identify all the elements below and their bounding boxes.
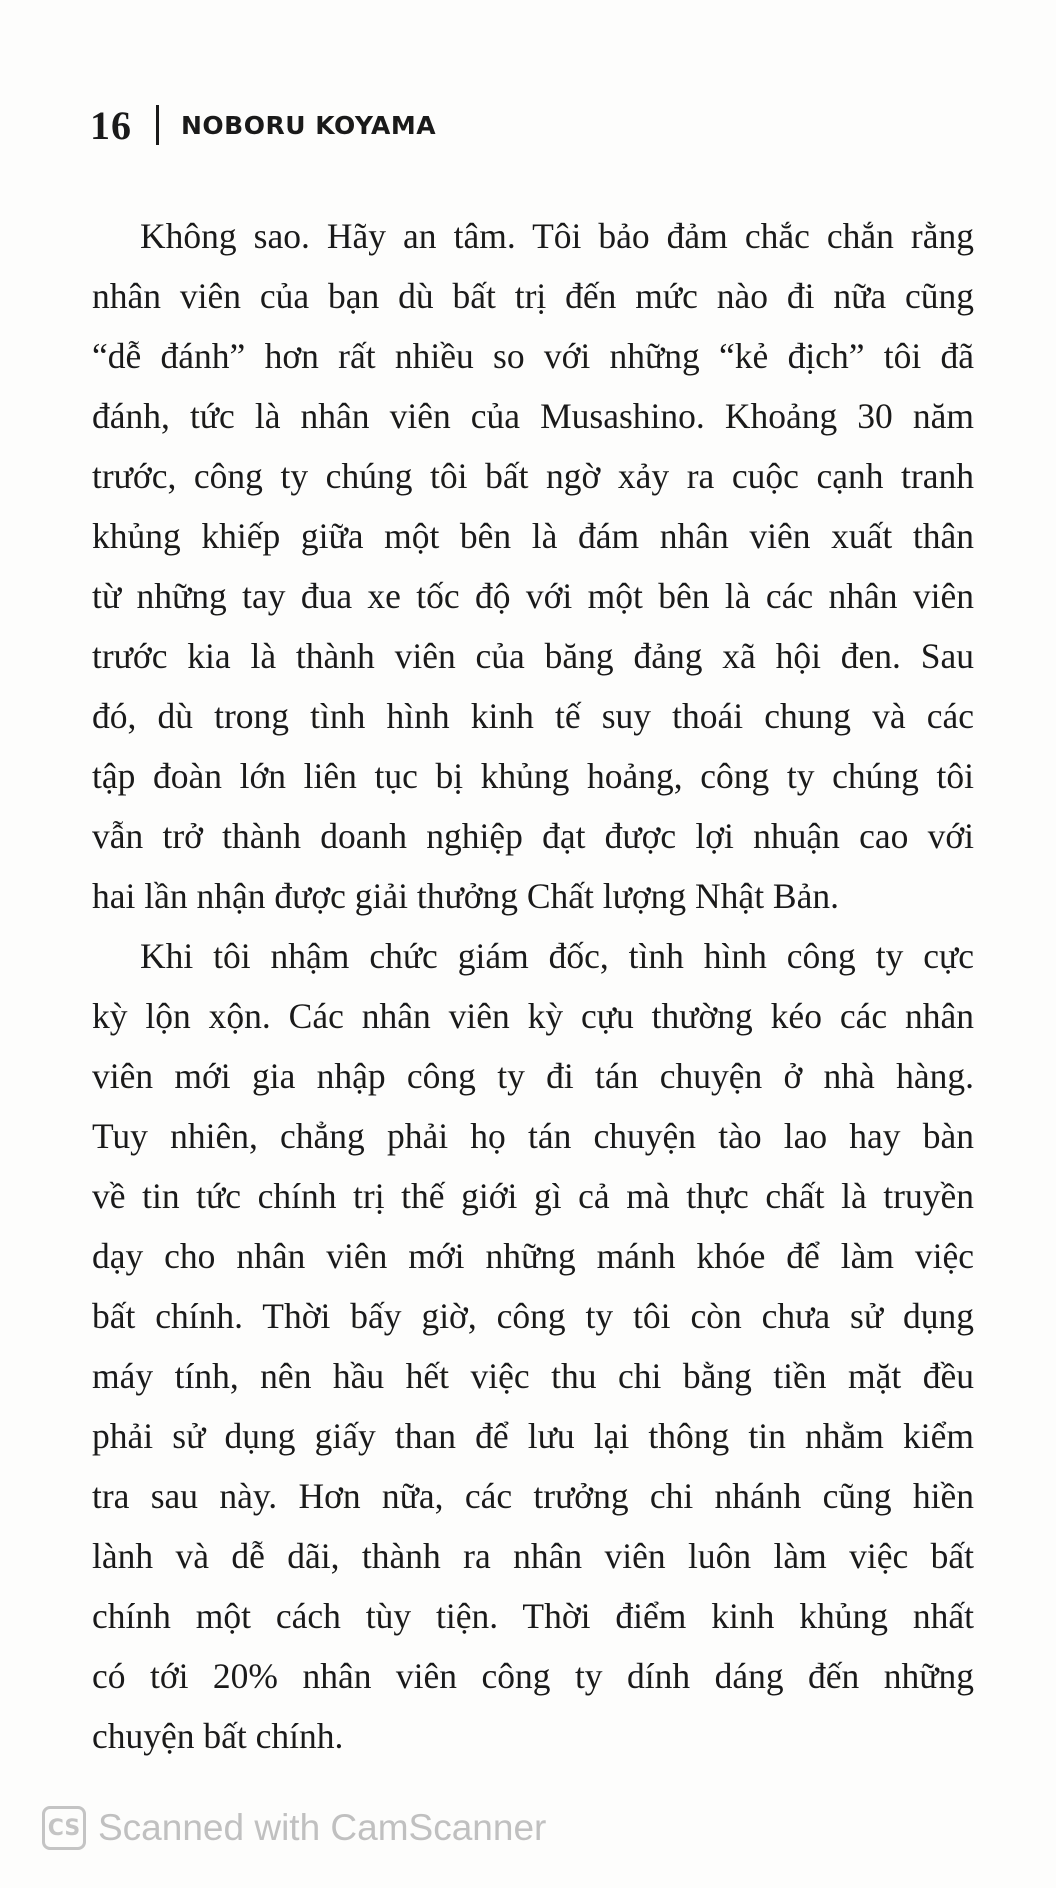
text-line: trước, công ty chúng tôi bất ngờ xảy ra cuộc cạnh tranh: [92, 456, 974, 496]
camscanner-logo-icon: CS: [42, 1806, 86, 1850]
text-line: tập đoàn lớn liên tục bị khủng hoảng, công ty chúng tôi: [92, 756, 974, 796]
text-line: viên mới gia nhập công ty đi tán chuyện ở nhà hàng.: [92, 1056, 974, 1096]
text-line: khủng khiếp giữa một bên là đám nhân viên xuất thân: [92, 516, 974, 556]
text-line: máy tính, nên hầu hết việc thu chi bằng tiền mặt đều: [92, 1356, 974, 1396]
paragraph-2: [92, 926, 974, 1766]
text-line: có tới 20% nhân viên công ty dính dáng đến những: [92, 1656, 974, 1696]
text-line: về tin tức chính trị thế giới gì cả mà thực chất là truyền: [92, 1176, 974, 1216]
text-line: nhân viên của bạn dù bất trị đến mức nào đi nữa cũng: [92, 276, 974, 316]
text-line: dạy cho nhân viên mới những mánh khóe để làm việc: [92, 1236, 974, 1276]
page-number: 16: [90, 102, 132, 148]
camscanner-watermark: [42, 1806, 546, 1850]
author-name: NOBORU KOYAMA: [181, 110, 437, 140]
text-line: “dễ đánh” hơn rất nhiều so với những “kẻ địch” tôi đã: [92, 336, 974, 376]
text-line: từ những tay đua xe tốc độ với một bên là các nhân viên: [92, 576, 974, 616]
text-line: tra sau này. Hơn nữa, các trưởng chi nhánh cũng hiền: [92, 1476, 974, 1516]
text-line: hai lần nhận được giải thưởng Chất lượng Nhật Bản.: [92, 876, 839, 916]
text-line: bất chính. Thời bấy giờ, công ty tôi còn chưa sử dụng: [92, 1296, 974, 1336]
watermark-text: Scanned with CamScanner: [98, 1807, 547, 1848]
running-header: [90, 100, 436, 150]
text-line: kỳ lộn xộn. Các nhân viên kỳ cựu thường kéo các nhân: [92, 996, 974, 1036]
text-line: Tuy nhiên, chẳng phải họ tán chuyện tào lao hay bàn: [92, 1116, 974, 1156]
text-line: đó, dù trong tình hình kinh tế suy thoái chung và các: [92, 696, 974, 736]
text-line: vẫn trở thành doanh nghiệp đạt được lợi nhuận cao với: [92, 816, 974, 856]
text-line: chuyện bất chính.: [92, 1716, 344, 1756]
text-line: Không sao. Hãy an tâm. Tôi bảo đảm chắc chắn rằng: [140, 216, 974, 256]
text-line: lành và dễ dãi, thành ra nhân viên luôn làm việc bất: [92, 1536, 974, 1576]
text-line: Khi tôi nhậm chức giám đốc, tình hình công ty cực: [140, 936, 974, 976]
paragraph-1: [92, 206, 974, 926]
text-line: đánh, tức là nhân viên của Musashino. Khoảng 30 năm: [92, 396, 974, 436]
text-line: phải sử dụng giấy than để lưu lại thông tin nhằm kiểm: [92, 1416, 974, 1456]
body-text: [92, 206, 974, 1766]
text-line: trước kia là thành viên của băng đảng xã hội đen. Sau: [92, 636, 974, 676]
text-line: chính một cách tùy tiện. Thời điểm kinh khủng nhất: [92, 1596, 974, 1636]
header-separator: [156, 105, 159, 145]
